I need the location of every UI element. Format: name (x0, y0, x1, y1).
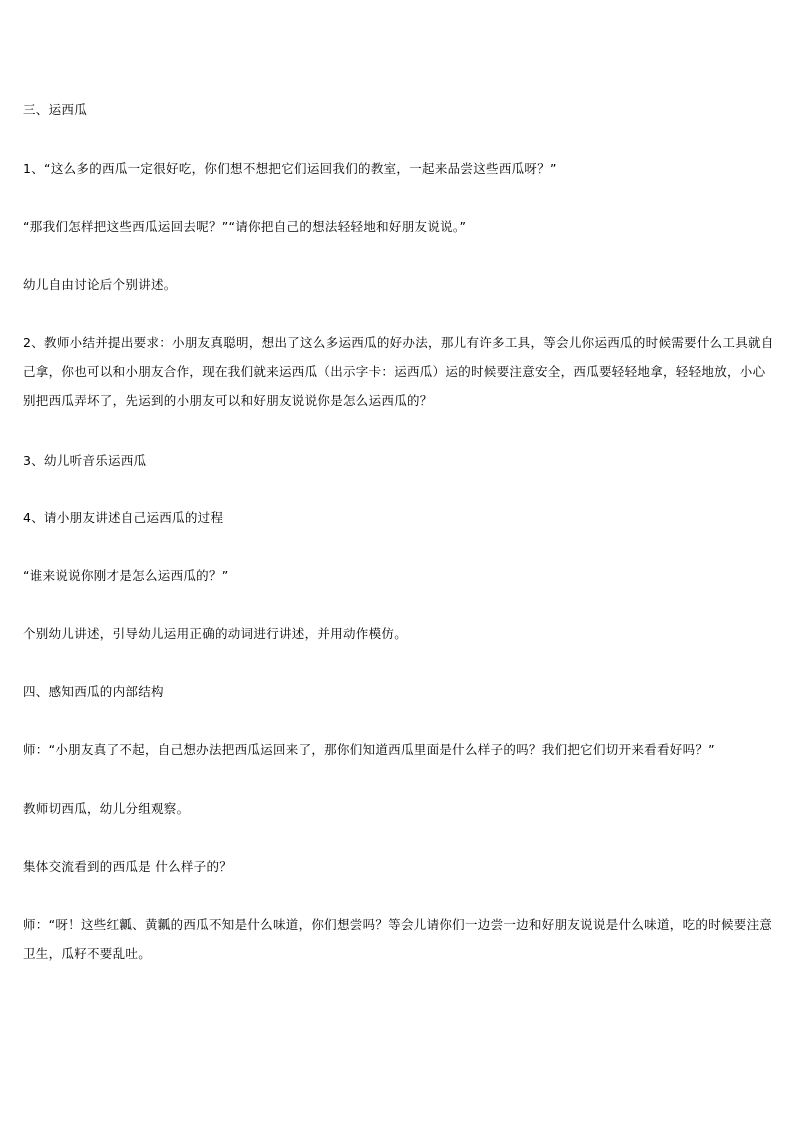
paragraph-step-1: 1、“这么多的西瓜一定很好吃，你们想不想把它们运回我们的教室，一起来品尝这些西瓜呀？” (23, 161, 557, 176)
section-heading-3: 三、运西瓜 (23, 102, 88, 117)
paragraph-individual-telling: 个别幼儿讲述，引导幼儿运用正确的动词进行讲述，并用动作模仿。 (23, 626, 408, 641)
paragraph-group-exchange: 集体交流看到的西瓜是 什么样子的？ (23, 859, 233, 874)
paragraph-step-4: 4、请小朋友讲述自己运西瓜的过程 (23, 510, 224, 525)
paragraph-teacher-quote-taste: 师：“呀！这些红瓤、黄瓤的西瓜不知是什么味道，你们想尝吗？等会儿请你们一边尝一边和好朋友说说是什么味道，吃的时候要注意卫生，瓜籽不要乱吐。 (23, 917, 773, 961)
paragraph-quote-how-to-carry: “那我们怎样把这些西瓜运回去呢？”“请你把自己的想法轻轻地和好朋友说说。” (23, 219, 467, 234)
paragraph-teacher-quote-inside: 师：“小朋友真了不起，自己想办法把西瓜运回来了，那你们知道西瓜里面是什么样子的吗？我们把它们切开来看看好吗？” (23, 742, 715, 757)
paragraph-step-3: 3、幼儿听音乐运西瓜 (23, 453, 147, 468)
section-heading-4: 四、感知西瓜的内部结构 (23, 684, 164, 699)
paragraph-step-2: 2、教师小结并提出要求：小朋友真聪明，想出了这么多运西瓜的好办法，那儿有许多工具，等会儿你运西瓜的时候需要什么工具就自己拿，你也可以和小朋友合作，现在我们就来运西瓜（出示字卡：运西瓜）运的时候要注意安全，西瓜要轻轻地拿，轻轻地放，小心别把西瓜弄坏了，先运到的小朋友可以和好朋友说说你是怎么运西瓜的？ (23, 335, 774, 408)
paragraph-quote-who-tells: “谁来说说你刚才是怎么运西瓜的？” (23, 568, 229, 583)
paragraph-teacher-cuts: 教师切西瓜，幼儿分组观察。 (23, 801, 190, 816)
paragraph-free-discussion: 幼儿自由讨论后个别讲述。 (23, 277, 177, 292)
